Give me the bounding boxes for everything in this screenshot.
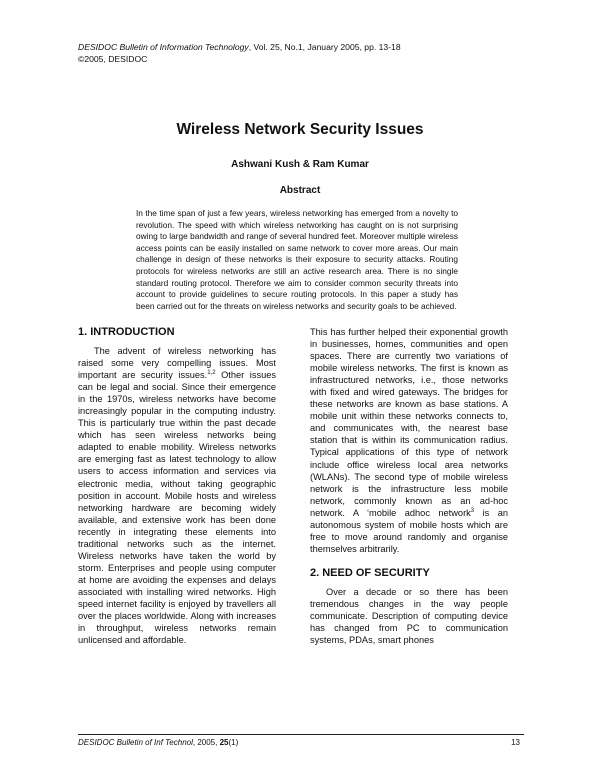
footer-year: , 2005, [192,738,220,747]
journal-volume: , Vol. 25, No.1, January 2005, pp. 13-18 [248,42,401,52]
right-column [310,326,508,646]
footer-issue: (1) [228,738,239,747]
paper-title: Wireless Network Security Issues [176,121,424,138]
page-footer [78,738,524,747]
page-number: 13 [511,738,520,747]
abstract-text: In the time span of just a few years, wireless networking has emerged from a novelty to revolution. The speed with which wireless networking has caught on is not surprising owing to large bandwidth and range of several hundred feet. Moreover multiple wireless access points can be easily installed on same network to cover more areas. Our main challenge in design of these networks is their exposure to security attacks. Routing protocols for wireless networks are still an active research area. There is no single standard routing protocol. Therefore we aim to consider common security threats into account to provide guidelines to secure routing protocols. In this paper a study has been carried out for the threats on wireless networks and security goals to be achieved. [136,208,458,311]
intro-paragraph: The advent of wireless networking has raised some very compelling issues. Most important are security issues.$^{1,2}$ Other issues can be legal and social. Since their emergence in the 1970s, wireless networks have become increasingly popular in the computing industry. This is particularly true within the past decade which has seen wireless networks being adapted to enable mobility. Wireless networks are emerging fast as latest technology to allow users to access information and services via electronic media, without taking geographic position in account. Mobile hosts and wireless networking hardware are becoming widely available, and extensive work has been done recently in integrating these elements into traditional networks such as the internet. Wireless networks have taken the world by storm. Enterprises and people using computer at home are avoiding the expenses and delays associated with installing wired networks. High speed internet facility is enjoyed by travellers all over the places worldwide. Along with increases in throughput, wireless networks remain unlicensed and affordable. [78,346,276,646]
footer-divider [78,734,524,735]
abstract-heading: Abstract [279,185,321,196]
journal-citation [78,41,401,53]
footer-citation: DESIDOC Bulletin of Inf Technol [78,738,193,747]
footer-volume: 25 [219,738,229,747]
running-header [78,41,401,65]
copyright-line: ©2005, DESIDOC [78,54,148,64]
section-heading-introduction: 1. INTRODUCTION [78,326,175,338]
citation-superscript: 1,2 [207,370,216,377]
paper-authors: Ashwani Kush & Ram Kumar [231,159,369,170]
section-heading-need-of-security: 2. NEED OF SECURITY [310,566,430,579]
citation-superscript: 3 [470,507,475,514]
left-column [78,326,276,646]
journal-name: DESIDOC Bulletin of Information Technology [78,42,249,52]
intro-paragraph-continued: This has further helped their exponential growth in businesses, homes, communities and open spaces. There are currently two variations of mobile wireless networks. The first is known as infrastructured networks, i.e., those networks with fixed and wired gateways. The bridges for these networks are known as base stations. A mobile unit within these networks connects to, and communicates with, the nearest base station that is within its communication radius. Typical applications of this type of network include office wireless local area networks (WLANs). The second type of mobile wireless network is the infrastructure less mobile network, commonly known as an ad-hoc network. A ‘mobile adhoc network$^3$ is an autonomous system of mobile hosts which are free to move around randomly and organise themselves arbitrarily. [310,327,508,554]
security-paragraph: Over a decade or so there has been tremendous changes in the way people communicate. Description of computing device has changed from PC to communication systems, PDAs, smart phones [310,586,508,646]
